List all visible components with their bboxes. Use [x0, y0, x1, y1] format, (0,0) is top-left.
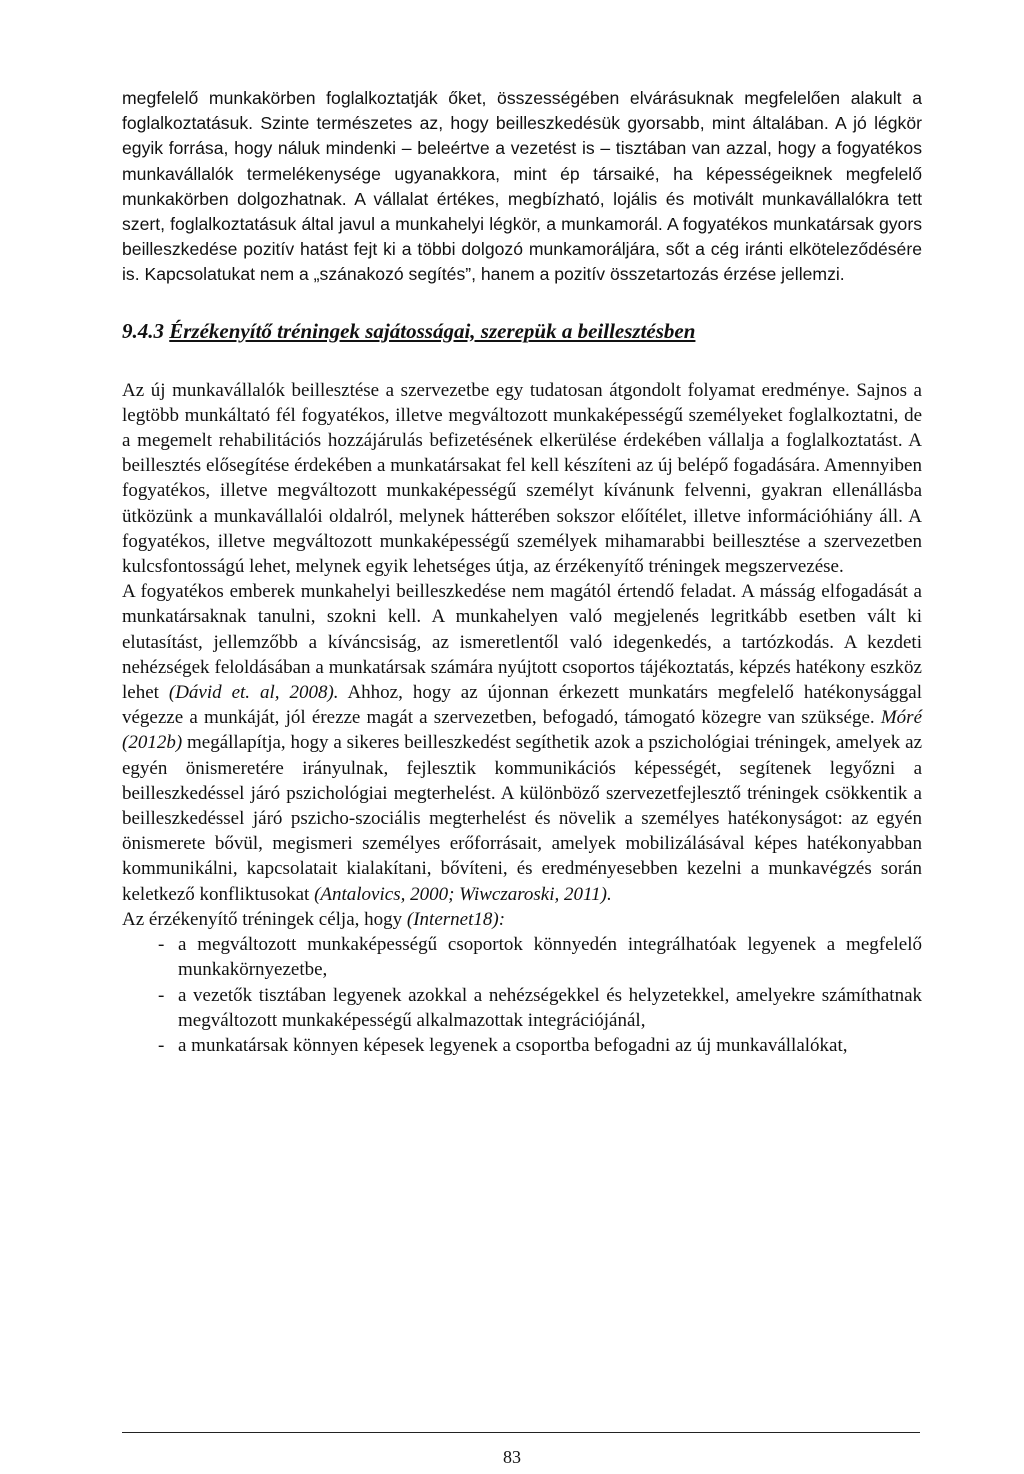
section-heading — [122, 316, 922, 346]
dash-bullet: - — [158, 934, 165, 956]
dash-bullet: - — [158, 984, 165, 1006]
section-number: 9.4.3 — [122, 318, 164, 343]
citation: Móré (2012b) — [122, 707, 922, 754]
paragraph-intro: megfelelő munkakörben foglalkoztatják őket, összességében elvárásuknak megfelelően alakult a foglalkoztatásuk. Szinte természetes az, hogy beilleszkedésük gyorsabb, mint általában. A jó légkör egyik forrása, hogy náluk mindenki – beleértve a vezetést is – tisztában van azzal, hogy a fogyatékos munkavállalók termelékenysége ugyanakkora, mint ép társaiké, ha képességeiknek megfelelő munkakörben dolgozhatnak. A vállalat értékes, megbízható, lojális és motivált munkavállalókra tett szert, foglalkoztatásuk által javul a munkahelyi légkör, a munkamorál. A fogyatékos munkatársak gyors beilleszkedése pozitív hatást fejt ki a többi dolgozó munkamoráljára, sőt a cég iránti elköteleződésére is. Kapcsolatukat nem a „szánakozó segítés”, hanem a pozitív összetartozás érzése jellemzi. — [122, 88, 922, 285]
citation: (Internet18): — [406, 908, 506, 930]
list-item — [122, 983, 922, 1033]
paragraph-acceptance — [122, 579, 922, 907]
citation: (Antalovics, 2000; Wiwczaroski, 2011). — [314, 883, 612, 905]
paragraph-integration: Az új munkavállalók beillesztése a szervezetbe egy tudatosan átgondolt folyamat eredménye. Sajnos a legtöbb munkáltató fél fogyatékos, illetve megváltozott munkaképességű személyeket foglalkoztatni, de a megemelt rehabilitációs hozzájárulás befizetésének elkerülése érdekében vállalja a foglalkoztatást. A beillesztés elősegítése érdekében a munkatársakat fel kell készíteni az új belépő fogadására. Amennyiben fogyatékos, illetve megváltozott munkaképességű személyt kívánunk felvenni, gyakran ellenállásba ütközünk a munkavállalói oldalról, melynek hátterében sokszor előítélet, illetve információhiány áll. A fogyatékos, illetve megváltozott munkaképességű személyek mihamarabbi beillesztése a szervezetben kulcsfontosságú lehet, melynek egyik lehetséges útja, az érzékenyítő tréningek megszervezése. — [122, 379, 922, 578]
paragraph-text: megállapítja, hogy a sikeres beilleszkedést segíthetik azok a pszichológiai tréningek, amelyek az egyén önismeretére irányulnak, fejlesztik kommunikációs képességét, segítenek legyőzni a beilleszkedéssel járó pszichológiai megterhelést. A különböző szervezetfejlesztő tréningek csökkentik a beilleszkedéssel járó pszicho-szociális megterhelést és növelik a személyes hatékonyságot: az egyén önismerete bővül, megismeri személyes erőforrásait, amelyek mobilizálásával képes hatékonyabban kommunikálni, kapcsolatait kialakítani, bővíteni, és eredményesebben kezelni a munkavégzés során keletkező konfliktusokat — [122, 732, 922, 905]
citation: (Dávid et. al, 2008). — [168, 682, 339, 704]
page-number: 83 — [503, 1447, 521, 1467]
list-item-text: a megváltozott munkaképességű csoportok könnyedén integrálhatóak legyenek a megfelelő munkakörnyezetbe, — [178, 934, 922, 981]
section-title: Érzékenyítő tréningek sajátosságai, szerepük a beillesztésben — [169, 318, 696, 343]
document-page — [122, 86, 922, 1058]
footer-divider — [122, 1432, 920, 1433]
list-item-text: a vezetők tisztában legyenek azokkal a nehézségekkel és helyzetekkel, amelyekre számíthatnak megváltozott munkaképességű alkalmazottak integrációjánál, — [178, 984, 922, 1031]
paragraph-text: A fogyatékos emberek munkahelyi beilleszkedése nem magától értendő feladat. A másság elfogadását a munkatársaknak tanulni, szokni kell. A munkahelyen való megjelenés legritkább esetben vált ki elutasítást, jellemzőbb a kíváncsiság, az ismeretlentől való idegenkedés, a tartózkodás. A kezdeti nehézségek feloldásában a munkatársak számára nyújtott csoportos tájékoztatás, képzés hatékony eszköz lehet — [122, 581, 922, 704]
paragraph-goals — [122, 907, 922, 932]
goals-list — [122, 932, 922, 1058]
dash-bullet: - — [158, 1034, 165, 1056]
list-item-text: a munkatársak könnyen képesek legyenek a csoportba befogadni az új munkavállalókat, — [178, 1034, 848, 1056]
paragraph-text: Az érzékenyítő tréningek célja, hogy — [122, 908, 407, 930]
list-item — [122, 932, 922, 982]
paragraph-text: Ahhoz, hogy az újonnan érkezett munkatárs megfelelő hatékonysággal végezze a munkáját, jól érezze magát a szervezetben, befogadó, támogató közegre van szüksége. — [122, 682, 922, 729]
list-item — [122, 1033, 922, 1058]
